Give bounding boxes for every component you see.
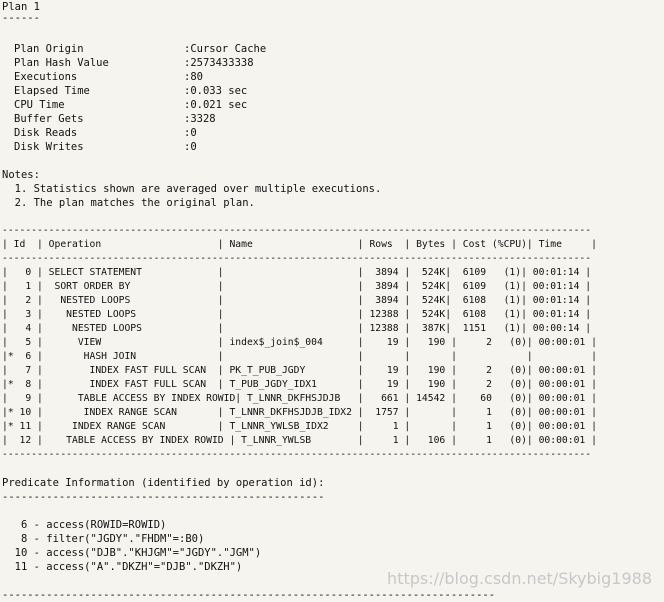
summary-value: :80 [184, 71, 203, 83]
summary-value: :3328 [184, 113, 216, 125]
plan-summary [14, 42, 266, 154]
table-row: | 1 | SORT ORDER BY | | 3894 | 524K| 6109 (1)| 00:01:14 | [2, 281, 592, 292]
table-header: | Id | Operation | Name | Rows | Bytes | Cost (%CPU)| Time | [2, 239, 597, 250]
table-row: |* 6 | HASH JOIN | | | | | | [2, 351, 597, 362]
watermark-text: https://blog.csdn.net/Skybig1988 [387, 569, 652, 588]
table-row: | 5 | VIEW | index$_join$_004 | 19 | 190 | 2 (0)| 00:00:01 | [2, 337, 597, 348]
summary-value: :0 [184, 141, 197, 153]
summary-label: CPU Time [14, 99, 65, 111]
summary-label: Elapsed Time [14, 85, 90, 97]
summary-row [14, 98, 266, 112]
execution-plan-table [2, 224, 597, 462]
plan-title-underline: ------ [2, 12, 40, 24]
summary-value: :0.021 sec [184, 99, 248, 111]
plan-title: Plan 1 [2, 1, 40, 13]
table-row: | 3 | NESTED LOOPS | | 12388 | 524K| 6108 (1)| 00:01:14 | [2, 309, 592, 320]
notes-heading: Notes: [2, 169, 40, 181]
note-item: 1. Statistics shown are averaged over multiple executions. [2, 183, 382, 195]
summary-row [14, 112, 266, 126]
predicate-item: 8 - filter("JGDY"."FHDM"=:B0) [2, 533, 205, 545]
summary-label: Disk Reads [14, 127, 78, 139]
table-row: | 12 | TABLE ACCESS BY INDEX ROWID | T_LNNR_YWLSB | 1 | 106 | 1 (0)| 00:00:01 | [2, 435, 597, 446]
predicate-heading: Predicate Information (identified by operation id): [2, 477, 325, 489]
table-row: |* 11 | INDEX RANGE SCAN | T_LNNR_YWLSB_IDX2 | 1 | | 1 (0)| 00:00:01 | [2, 421, 597, 432]
notes-section [2, 168, 381, 210]
spacer [2, 504, 495, 518]
summary-row [14, 140, 266, 154]
table-row: |* 10 | INDEX RANGE SCAN | T_LNNR_DKFHSJDJB_IDX2 | 1757 | | 1 (0)| 00:00:01 | [2, 407, 597, 418]
table-row: | 2 | NESTED LOOPS | | 3894 | 524K| 6108 (1)| 00:01:14 | [2, 295, 592, 306]
summary-row [14, 42, 266, 56]
summary-row [14, 56, 266, 70]
summary-value: :Cursor Cache [184, 43, 267, 55]
predicate-underline: --------------------------------------------------- [2, 491, 325, 503]
summary-label: Plan Hash Value [14, 57, 109, 69]
table-separator: ----------------------------------------------------------------------------------------------------- [2, 253, 592, 264]
trailing-rule: ------------------------------------------------------------------------------ [2, 589, 496, 601]
table-separator: ----------------------------------------------------------------------------------------------------- [2, 449, 592, 460]
summary-row [14, 70, 266, 84]
summary-row [14, 126, 266, 140]
table-row: | 9 | TABLE ACCESS BY INDEX ROWID| T_LNNR_DKFHSJDJB | 661 | 14542 | 60 (0)| 00:00:01 | [2, 393, 597, 404]
summary-label: Executions [14, 71, 78, 83]
summary-label: Plan Origin [14, 43, 84, 55]
table-row: | 4 | NESTED LOOPS | | 12388 | 387K| 1151 (1)| 00:00:14 | [2, 323, 592, 334]
predicate-item: 10 - access("DJB"."KHJGM"="JGDY"."JGM") [2, 547, 262, 559]
predicate-item: 6 - access(ROWID=ROWID) [2, 519, 167, 531]
summary-label: Buffer Gets [14, 113, 84, 125]
summary-value: :0 [184, 127, 197, 139]
summary-value: :2573433338 [184, 57, 254, 69]
summary-label: Disk Writes [14, 141, 84, 153]
table-separator: ----------------------------------------------------------------------------------------------------- [2, 225, 592, 236]
summary-value: :0.033 sec [184, 85, 248, 97]
table-row: | 0 | SELECT STATEMENT | | 3894 | 524K| 6109 (1)| 00:01:14 | [2, 267, 592, 278]
table-row: | 7 | INDEX FAST FULL SCAN | PK_T_PUB_JGDY | 19 | 190 | 2 (0)| 00:00:01 | [2, 365, 597, 376]
note-item: 2. The plan matches the original plan. [2, 197, 255, 209]
summary-row [14, 84, 266, 98]
predicate-item: 11 - access("A"."DKZH"="DJB"."DKZH") [2, 561, 243, 573]
table-row: |* 8 | INDEX FAST FULL SCAN | T_PUB_JGDY_IDX1 | 19 | 190 | 2 (0)| 00:00:01 | [2, 379, 597, 390]
